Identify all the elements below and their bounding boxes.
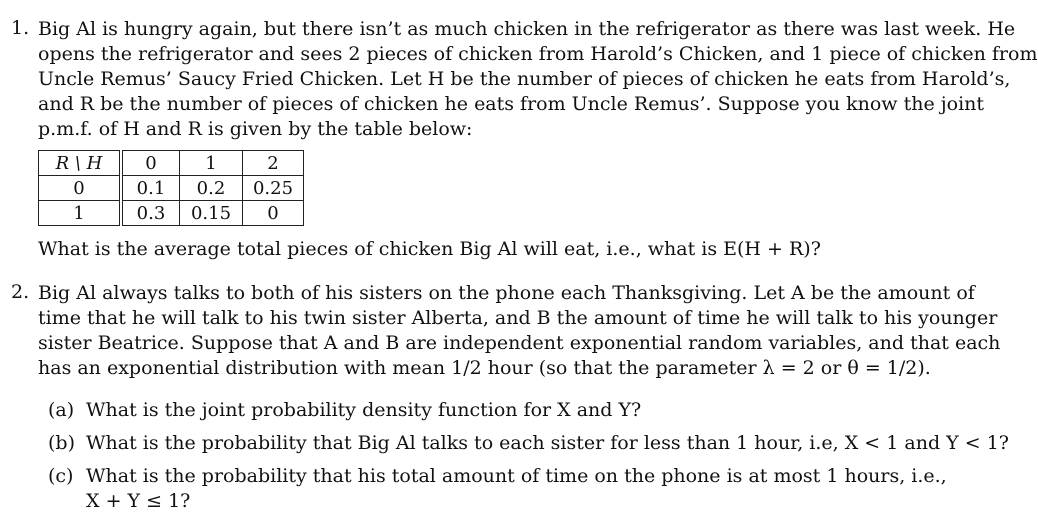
table-header-cell: 2 — [243, 151, 304, 176]
table-cell: 0.25 — [243, 176, 304, 201]
part-c-label: (c) — [48, 465, 74, 487]
problem-1-text — [38, 17, 1038, 142]
problem-1-line: and R be the number of pieces of chicken he eats from Uncle Remus’. Suppose you know the joint — [38, 93, 985, 115]
problem-2-number: 2. — [11, 281, 30, 303]
table-header-cell: 0 — [121, 151, 180, 176]
part-a-label: (a) — [48, 399, 75, 421]
part-c-text: What is the probability that his total amount of time on the phone is at most 1 hours, i.e., — [86, 465, 947, 487]
problem-1-line: opens the refrigerator and sees 2 pieces of chicken from Harold’s Chicken, and 1 piece of chicken from — [38, 43, 1038, 65]
table-header-cell: 1 — [180, 151, 243, 176]
problem-1-line: Big Al is hungry again, but there isn’t as much chicken in the refrigerator as there was last week. He — [38, 18, 1016, 40]
table-row-label: 0 — [39, 176, 122, 201]
table-header-cell: R \ H — [39, 151, 122, 176]
problem-1-line: p.m.f. of H and R is given by the table below: — [38, 118, 473, 140]
problem-1-question — [38, 237, 821, 262]
part-b-label: (b) — [48, 432, 75, 454]
problem-2-line: has an exponential distribution with mean 1/2 hour (so that the parameter λ = 2 or θ = 1/2). — [38, 357, 931, 379]
problem-2-line: sister Beatrice. Suppose that A and B are independent exponential random variables, and that each — [38, 332, 1001, 354]
problem-1-number: 1. — [11, 17, 30, 39]
question-text: What is the average total pieces of chicken Big Al will eat, i.e., what is E(H + R)? — [38, 238, 821, 260]
part-c-text-cont: X + Y ≤ 1? — [86, 490, 191, 512]
table-cell: 0.1 — [121, 176, 180, 201]
problem-2-line: time that he will talk to his twin sister Alberta, and B the amount of time he will talk to his younger — [38, 307, 998, 329]
problem-2-line: Big Al always talks to both of his sisters on the phone each Thanksgiving. Let A be the amount of — [38, 282, 975, 304]
part-b-text: What is the probability that Big Al talks to each sister for less than 1 hour, i.e, X < 1 and Y < 1? — [86, 432, 1009, 454]
table-row — [39, 151, 304, 176]
table-cell: 0.2 — [180, 176, 243, 201]
table-cell: 0.15 — [180, 201, 243, 226]
table-cell: 0 — [243, 201, 304, 226]
pmf-table — [38, 150, 304, 226]
table-cell: 0.3 — [121, 201, 180, 226]
table-row — [39, 176, 304, 201]
table-row — [39, 201, 304, 226]
problem-2-text — [38, 281, 1001, 381]
problem-1-line: Uncle Remus’ Saucy Fried Chicken. Let H be the number of pieces of chicken he eats from Harold’s, — [38, 68, 1011, 90]
part-a-text: What is the joint probability density function for X and Y? — [86, 399, 642, 421]
table-row-label: 1 — [39, 201, 122, 226]
